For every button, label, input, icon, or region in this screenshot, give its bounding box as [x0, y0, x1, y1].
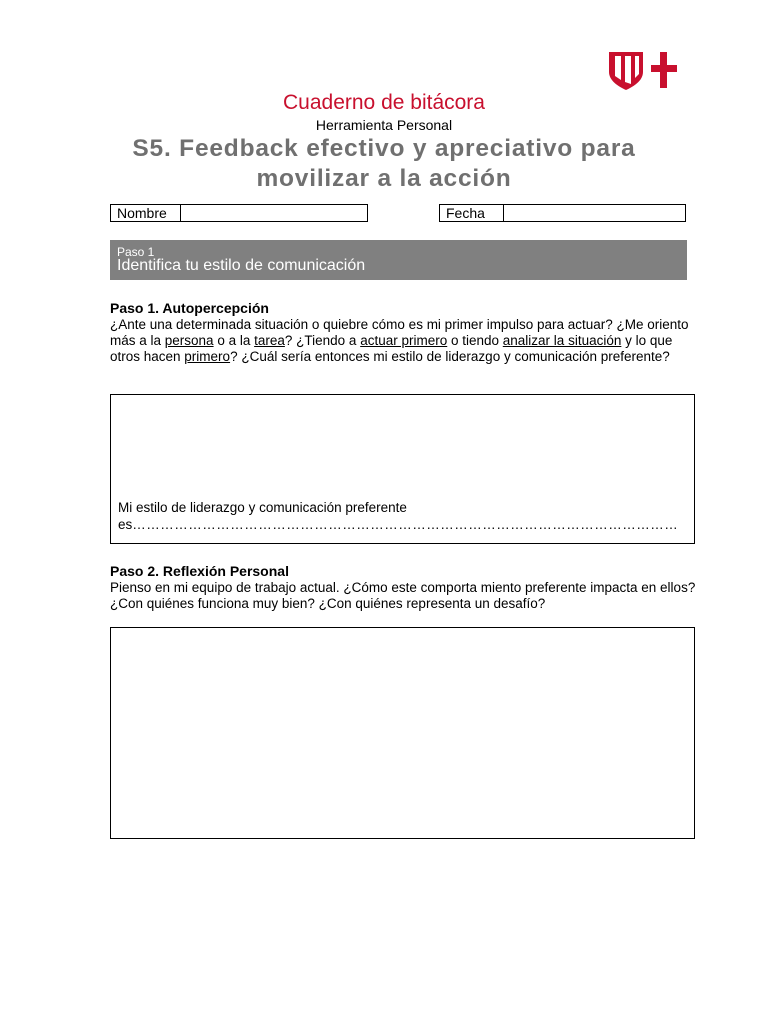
paso1-prompt-es: es: [118, 517, 133, 532]
step-banner: [110, 240, 687, 280]
session-heading: [0, 134, 768, 194]
university-shield-icon: [609, 52, 643, 90]
paso1-prompt-line2: [118, 516, 688, 533]
paso1-underline-persona: persona: [164, 333, 214, 348]
session-heading-line1: S5. Feedback efectivo y apreciativo para: [132, 135, 636, 162]
step-banner-title: Identifica tu estilo de comunicación: [117, 257, 366, 274]
paso1-text: ¿Ante una determinada situación o quiebre cómo es mi primer impulso para actuar? ¿Me oriento más a la: [110, 317, 689, 348]
session-heading-line2: movilizar a la acción: [256, 165, 512, 192]
paso1-title: Paso 1. Autopercepción: [110, 300, 269, 316]
paso1-underline-analizar: analizar la situación: [502, 333, 622, 348]
nombre-label: Nombre: [111, 205, 181, 221]
paso1-question: [110, 317, 700, 365]
paso1-answer-prompt: [118, 499, 688, 533]
paso1-underline-actuar: actuar primero: [360, 333, 448, 348]
nombre-field: [110, 204, 368, 222]
document-subtitle: Herramienta Personal: [315, 117, 453, 133]
document-title: Cuaderno de bitácora: [283, 91, 485, 114]
paso1-underline-primero: primero: [184, 349, 231, 364]
paso1-answer-box[interactable]: [110, 394, 695, 544]
paso2-title: Paso 2. Reflexión Personal: [110, 563, 289, 579]
paso1-text: o a la: [213, 333, 255, 348]
university-logo: [607, 50, 683, 90]
paso1-text: o tiendo: [447, 333, 503, 348]
fecha-field: [439, 204, 686, 222]
paso2-question: Pienso en mi equipo de trabajo actual. ¿Cómo este comporta miento preferente impacta en ellos? ¿Con quiénes funciona muy bien? ¿Con quiénes representa un desafío?: [110, 580, 696, 611]
paso1-text: ? ¿Cuál sería entonces mi estilo de liderazgo y comunicación preferente?: [230, 349, 670, 364]
paso1-text: y lo que otros hacen: [110, 333, 673, 364]
paso1-underline-tarea: tarea: [254, 333, 285, 348]
nombre-input[interactable]: [181, 205, 367, 221]
paso1-prompt-dots: ………………………………………………………………………………………………………: [132, 517, 679, 532]
step-banner-number: Paso 1: [117, 245, 155, 259]
plus-cross-icon: [651, 52, 677, 88]
paso2-answer-box[interactable]: [110, 627, 695, 839]
fecha-input[interactable]: [504, 205, 685, 221]
paso1-text: ? ¿Tiendo a: [284, 333, 361, 348]
fecha-label: Fecha: [440, 205, 504, 221]
paso1-prompt-line1: Mi estilo de liderazgo y comunicación preferente: [118, 500, 407, 515]
